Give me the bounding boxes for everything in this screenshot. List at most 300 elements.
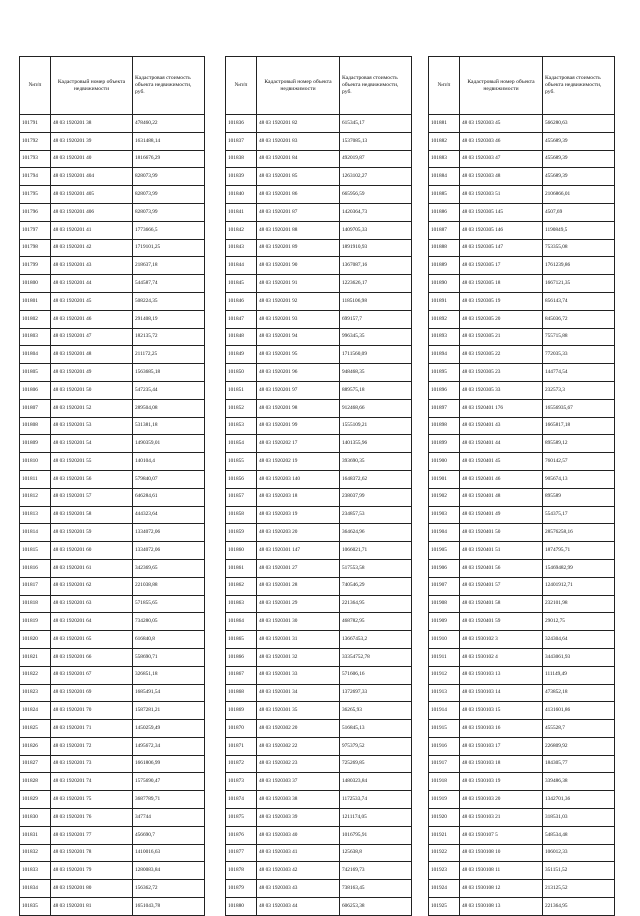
table-row xyxy=(20,773,205,791)
cadastral-number: 48 03 1920301 27 xyxy=(257,559,340,577)
cadastral-value: 473852,18 xyxy=(543,684,615,702)
cadastral-number: 48 03 1920401 56 xyxy=(460,559,543,577)
table-row xyxy=(429,755,615,773)
cadastral-value: 1280083,84 xyxy=(133,862,205,880)
cadastral-value: 2106866,01 xyxy=(543,186,615,204)
cadastral-number: 48 03 1920201 405 xyxy=(51,186,133,204)
cadastral-number: 48 03 1920303 38 xyxy=(257,791,340,809)
cadastral-number: 48 03 1920201 85 xyxy=(257,168,340,186)
row-number: 101922 xyxy=(429,844,460,862)
table-row xyxy=(20,381,205,399)
cadastral-value: 1334072,06 xyxy=(133,542,205,560)
cadastral-value: 1587281,21 xyxy=(133,702,205,720)
row-number: 101824 xyxy=(20,702,51,720)
table-row xyxy=(20,115,205,133)
cadastral-value: 213125,52 xyxy=(543,880,615,898)
cadastral-value: 16556935,67 xyxy=(543,399,615,417)
table-row xyxy=(429,595,615,613)
table-body xyxy=(226,115,412,916)
cadastral-value: 182135,72 xyxy=(133,328,205,346)
cadastral-number: 48 03 1920201 94 xyxy=(257,328,340,346)
table-row xyxy=(429,898,615,916)
cadastral-value: 856143,74 xyxy=(543,292,615,310)
cadastral-value: 1575690,47 xyxy=(133,773,205,791)
table-row xyxy=(20,702,205,720)
cadastral-number: 48 03 1920202 19 xyxy=(257,453,340,471)
cadastral-value: 1211174,05 xyxy=(340,809,412,827)
cadastral-number: 48 03 1920203 19 xyxy=(257,506,340,524)
cadastral-value: 455528,7 xyxy=(543,720,615,738)
cadastral-value: 1648372,62 xyxy=(340,470,412,488)
cadastral-value: 29012,75 xyxy=(543,613,615,631)
cadastral-value: 1661806,99 xyxy=(133,755,205,773)
table-row xyxy=(226,809,412,827)
table-row xyxy=(226,666,412,684)
cadastral-value: 339486,38 xyxy=(543,773,615,791)
table-row xyxy=(20,844,205,862)
row-number: 101806 xyxy=(20,381,51,399)
cadastral-number: 48 03 1920401 50 xyxy=(460,524,543,542)
row-number: 101828 xyxy=(20,773,51,791)
cadastral-number: 48 03 1920201 87 xyxy=(257,203,340,221)
cadastral-value: 734280,05 xyxy=(133,613,205,631)
cadastral-value: 889575,18 xyxy=(340,381,412,399)
table-row xyxy=(20,631,205,649)
table-row xyxy=(226,275,412,293)
cadastral-number: 48 03 1930108 10 xyxy=(460,844,543,862)
table-row xyxy=(226,453,412,471)
table-row xyxy=(20,595,205,613)
cadastral-value: 1190849,5 xyxy=(543,221,615,239)
table-row xyxy=(429,328,615,346)
row-number: 101908 xyxy=(429,595,460,613)
row-number: 101854 xyxy=(226,435,257,453)
cadastral-number: 48 03 1920203 18 xyxy=(257,488,340,506)
cadastral-value: 342369,65 xyxy=(133,559,205,577)
cadastral-number: 48 03 1920201 45 xyxy=(51,292,133,310)
row-number: 101880 xyxy=(226,898,257,916)
cadastral-value: 1420364,73 xyxy=(340,203,412,221)
row-number: 101863 xyxy=(226,595,257,613)
cadastral-value: 615345,17 xyxy=(340,115,412,133)
cadastral-value: 1066021,71 xyxy=(340,542,412,560)
header-value: Кадастровая стоимость объекта недвижимости, руб. xyxy=(340,57,412,115)
row-number: 101809 xyxy=(20,435,51,453)
table-row xyxy=(20,168,205,186)
cadastral-number: 48 03 1920303 39 xyxy=(257,809,340,827)
cadastral-value: 508224,35 xyxy=(133,292,205,310)
table-row xyxy=(429,809,615,827)
cadastral-value: 742169,73 xyxy=(340,862,412,880)
row-number: 101792 xyxy=(20,132,51,150)
row-number: 101822 xyxy=(20,666,51,684)
row-number: 101915 xyxy=(429,720,460,738)
table-row xyxy=(429,239,615,257)
table-row xyxy=(429,115,615,133)
table-row xyxy=(429,648,615,666)
cadastral-number: 48 03 1920305 22 xyxy=(460,346,543,364)
row-number: 101918 xyxy=(429,773,460,791)
cadastral-value: 125638,8 xyxy=(340,844,412,862)
table-row xyxy=(429,631,615,649)
cadastral-value: 455689,39 xyxy=(543,168,615,186)
cadastral-number: 48 03 1920305 33 xyxy=(460,381,543,399)
row-number: 101878 xyxy=(226,862,257,880)
cadastral-number: 48 03 1920201 98 xyxy=(257,399,340,417)
cadastral-value: 1480323,84 xyxy=(340,773,412,791)
row-number: 101844 xyxy=(226,257,257,275)
table-header-row xyxy=(429,57,615,115)
cadastral-number: 48 03 1920303 51 xyxy=(460,186,543,204)
cadastral-number: 48 03 1930103 17 xyxy=(460,737,543,755)
cadastral-number: 48 03 1920401 48 xyxy=(460,488,543,506)
row-number: 101847 xyxy=(226,310,257,328)
cadastral-value: 36265,93 xyxy=(340,702,412,720)
row-number: 101830 xyxy=(20,809,51,827)
table-row xyxy=(20,613,205,631)
table-row xyxy=(429,506,615,524)
table-row xyxy=(20,132,205,150)
table-row xyxy=(429,257,615,275)
cadastral-number: 48 03 1920401 58 xyxy=(460,595,543,613)
table-row xyxy=(226,862,412,880)
table-row xyxy=(226,310,412,328)
table-row xyxy=(226,364,412,382)
cadastral-value: 33354752,78 xyxy=(340,648,412,666)
cadastral-value: 828073,99 xyxy=(133,186,205,204)
cadastral-value: 4507,69 xyxy=(543,203,615,221)
row-number: 101910 xyxy=(429,631,460,649)
cadastral-number: 48 03 1920305 20 xyxy=(460,310,543,328)
table-row xyxy=(226,221,412,239)
cadastral-number: 48 03 1930103 14 xyxy=(460,684,543,702)
cadastral-number: 48 03 1920201 89 xyxy=(257,239,340,257)
row-number: 101840 xyxy=(226,186,257,204)
cadastral-number: 48 03 1920401 176 xyxy=(460,399,543,417)
row-number: 101901 xyxy=(429,470,460,488)
table-row xyxy=(226,577,412,595)
cadastral-value: 646284,61 xyxy=(133,488,205,506)
row-number: 101879 xyxy=(226,880,257,898)
row-number: 101811 xyxy=(20,470,51,488)
table-row xyxy=(429,168,615,186)
cadastral-number: 48 03 1920201 66 xyxy=(51,648,133,666)
cadastral-number: 48 03 1920201 75 xyxy=(51,791,133,809)
cadastral-number: 48 03 1920201 48 xyxy=(51,346,133,364)
table-row xyxy=(429,417,615,435)
table-row xyxy=(20,399,205,417)
cadastral-value: 579840,07 xyxy=(133,470,205,488)
row-number: 101905 xyxy=(429,542,460,560)
table-row xyxy=(20,791,205,809)
cadastral-number: 48 03 1930108 13 xyxy=(460,898,543,916)
table-row xyxy=(429,399,615,417)
cadastral-value: 106012,33 xyxy=(543,844,615,862)
row-number: 101808 xyxy=(20,417,51,435)
cadastral-number: 48 03 1920201 88 xyxy=(257,221,340,239)
cadastral-value: 238037,99 xyxy=(340,488,412,506)
cadastral-number: 48 03 1930103 16 xyxy=(460,720,543,738)
table-row xyxy=(20,150,205,168)
table-body xyxy=(20,115,205,916)
table-row xyxy=(20,684,205,702)
row-number: 101805 xyxy=(20,364,51,382)
cadastral-value: 1631488,14 xyxy=(133,132,205,150)
table-row xyxy=(226,435,412,453)
cadastral-number: 48 03 1920301 29 xyxy=(257,595,340,613)
cadastral-value: 1372697,33 xyxy=(340,684,412,702)
table-row xyxy=(429,559,615,577)
cadastral-value: 566280,63 xyxy=(543,115,615,133)
cadastral-value: 1816676,29 xyxy=(133,150,205,168)
cadastral-value: 1410016,63 xyxy=(133,844,205,862)
row-number: 101794 xyxy=(20,168,51,186)
row-number: 101894 xyxy=(429,346,460,364)
row-number: 101859 xyxy=(226,524,257,542)
cadastral-value: 1401355,96 xyxy=(340,435,412,453)
row-number: 101852 xyxy=(226,399,257,417)
cadastral-number: 48 03 1930103 15 xyxy=(460,702,543,720)
cadastral-number: 48 03 1920201 97 xyxy=(257,381,340,399)
table-row xyxy=(20,275,205,293)
cadastral-number: 48 03 1920303 45 xyxy=(460,115,543,133)
row-number: 101883 xyxy=(429,150,460,168)
cadastral-number: 48 03 1920201 43 xyxy=(51,257,133,275)
table-row xyxy=(20,755,205,773)
cadastral-number: 48 03 1920201 71 xyxy=(51,720,133,738)
table-row xyxy=(20,470,205,488)
cadastral-value: 1665817,18 xyxy=(543,417,615,435)
cadastral-value: 455689,39 xyxy=(543,132,615,150)
cadastral-number: 48 03 1920401 45 xyxy=(460,453,543,471)
cadastral-value: 845036,72 xyxy=(543,310,615,328)
row-number: 101912 xyxy=(429,666,460,684)
cadastral-value: 755715,88 xyxy=(543,328,615,346)
table-body xyxy=(429,115,615,916)
row-number: 101890 xyxy=(429,275,460,293)
cadastral-value: 571606,16 xyxy=(340,666,412,684)
cadastral-number: 48 03 1920301 35 xyxy=(257,702,340,720)
row-number: 101850 xyxy=(226,364,257,382)
cadastral-number: 48 03 1920201 53 xyxy=(51,417,133,435)
cadastral-number: 48 03 1920303 48 xyxy=(460,168,543,186)
cadastral-value: 1185106,98 xyxy=(340,292,412,310)
table-row xyxy=(226,648,412,666)
row-number: 101876 xyxy=(226,826,257,844)
table-row xyxy=(226,328,412,346)
table-row xyxy=(429,773,615,791)
row-number: 101849 xyxy=(226,346,257,364)
row-number: 101812 xyxy=(20,488,51,506)
cadastral-number: 48 03 1920201 61 xyxy=(51,559,133,577)
cadastral-value: 13667453,2 xyxy=(340,631,412,649)
cadastral-value: 318531,03 xyxy=(543,809,615,827)
row-number: 101813 xyxy=(20,506,51,524)
cadastral-number: 48 03 1920303 41 xyxy=(257,844,340,862)
table-row xyxy=(226,720,412,738)
table-row xyxy=(20,292,205,310)
cadastral-number: 48 03 1920201 62 xyxy=(51,577,133,595)
cadastral-number: 48 03 1920401 43 xyxy=(460,417,543,435)
cadastral-number: 48 03 1930103 18 xyxy=(460,755,543,773)
row-number: 101921 xyxy=(429,826,460,844)
table-header-row xyxy=(226,57,412,115)
table-row xyxy=(20,542,205,560)
row-number: 101796 xyxy=(20,203,51,221)
cadastral-number: 48 03 1920201 54 xyxy=(51,435,133,453)
table-row xyxy=(20,488,205,506)
cadastral-value: 111149,49 xyxy=(543,666,615,684)
cadastral-value: 1563685,18 xyxy=(133,364,205,382)
row-number: 101803 xyxy=(20,328,51,346)
cadastral-number: 48 03 1920303 37 xyxy=(257,773,340,791)
cadastral-value: 232573,3 xyxy=(543,381,615,399)
row-number: 101829 xyxy=(20,791,51,809)
cadastral-number: 48 03 1920201 41 xyxy=(51,221,133,239)
cadastral-value: 606253,38 xyxy=(340,898,412,916)
row-number: 101874 xyxy=(226,791,257,809)
row-number: 101819 xyxy=(20,613,51,631)
cadastral-number: 48 03 1920202 17 xyxy=(257,435,340,453)
table-row xyxy=(226,684,412,702)
cadastral-value: 1450259,49 xyxy=(133,720,205,738)
cadastral-number: 48 03 1920201 39 xyxy=(51,132,133,150)
row-number: 101923 xyxy=(429,862,460,880)
cadastral-number: 48 03 1920201 49 xyxy=(51,364,133,382)
cadastral-number: 48 03 1920303 47 xyxy=(460,150,543,168)
table-row xyxy=(226,613,412,631)
table-row xyxy=(226,257,412,275)
table-row xyxy=(20,809,205,827)
table-row xyxy=(226,755,412,773)
row-number: 101867 xyxy=(226,666,257,684)
row-number: 101891 xyxy=(429,292,460,310)
table-row xyxy=(429,702,615,720)
row-number: 101898 xyxy=(429,417,460,435)
cadastral-value: 234857,53 xyxy=(340,506,412,524)
cadastral-value: 772035,33 xyxy=(543,346,615,364)
row-number: 101820 xyxy=(20,631,51,649)
cadastral-value: 828073,99 xyxy=(133,168,205,186)
table-row xyxy=(429,826,615,844)
table-row xyxy=(226,773,412,791)
cadastral-number: 48 03 1920201 50 xyxy=(51,381,133,399)
cadastral-number: 48 03 1920201 69 xyxy=(51,684,133,702)
table-row xyxy=(226,844,412,862)
table-row xyxy=(226,737,412,755)
row-number: 101810 xyxy=(20,453,51,471)
cadastral-value: 156362,72 xyxy=(133,880,205,898)
cadastral-value: 1495672,34 xyxy=(133,737,205,755)
table-row xyxy=(429,186,615,204)
table-row xyxy=(429,577,615,595)
cadastral-value: 516845,13 xyxy=(340,720,412,738)
cadastral-value: 15469482,99 xyxy=(543,559,615,577)
cadastral-value: 1334072,06 xyxy=(133,524,205,542)
row-number: 101907 xyxy=(429,577,460,595)
row-number: 101900 xyxy=(429,453,460,471)
row-number: 101814 xyxy=(20,524,51,542)
table-row xyxy=(226,826,412,844)
table-row xyxy=(429,292,615,310)
row-number: 101817 xyxy=(20,577,51,595)
cadastral-number: 48 03 1920305 21 xyxy=(460,328,543,346)
cadastral-value: 456690,7 xyxy=(133,826,205,844)
cadastral-value: 975379,52 xyxy=(340,737,412,755)
table-row xyxy=(226,470,412,488)
table-row xyxy=(429,381,615,399)
cadastral-number: 48 03 1920201 60 xyxy=(51,542,133,560)
cadastral-value: 1711560,09 xyxy=(340,346,412,364)
row-number: 101864 xyxy=(226,613,257,631)
row-number: 101798 xyxy=(20,239,51,257)
row-number: 101904 xyxy=(429,524,460,542)
cadastral-number: 48 03 1930103 20 xyxy=(460,791,543,809)
cadastral-table-2 xyxy=(225,56,412,916)
cadastral-number: 48 03 1920305 18 xyxy=(460,275,543,293)
cadastral-number: 48 03 1920201 44 xyxy=(51,275,133,293)
row-number: 101886 xyxy=(429,203,460,221)
row-number: 101835 xyxy=(20,898,51,916)
cadastral-value: 28576258,16 xyxy=(543,524,615,542)
cadastral-value: 289504,08 xyxy=(133,399,205,417)
table-row xyxy=(20,435,205,453)
row-number: 101841 xyxy=(226,203,257,221)
row-number: 101837 xyxy=(226,132,257,150)
cadastral-number: 48 03 1930102 4 xyxy=(460,648,543,666)
row-number: 101823 xyxy=(20,684,51,702)
row-number: 101839 xyxy=(226,168,257,186)
table-row xyxy=(226,595,412,613)
table-row xyxy=(429,791,615,809)
cadastral-value: 760142,57 xyxy=(543,453,615,471)
cadastral-value: 912468,66 xyxy=(340,399,412,417)
cadastral-value: 571855,65 xyxy=(133,595,205,613)
cadastral-value: 558690,71 xyxy=(133,648,205,666)
row-number: 101885 xyxy=(429,186,460,204)
row-number: 101799 xyxy=(20,257,51,275)
cadastral-value: 1409705,33 xyxy=(340,221,412,239)
cadastral-value: 1891910,93 xyxy=(340,239,412,257)
cadastral-number: 48 03 1920201 57 xyxy=(51,488,133,506)
row-number: 101917 xyxy=(429,755,460,773)
table-row xyxy=(20,346,205,364)
cadastral-value: 905674,13 xyxy=(543,470,615,488)
table-row xyxy=(429,470,615,488)
row-number: 101888 xyxy=(429,239,460,257)
row-number: 101826 xyxy=(20,737,51,755)
table-row xyxy=(429,737,615,755)
table-row xyxy=(20,257,205,275)
table-row xyxy=(226,168,412,186)
row-number: 101797 xyxy=(20,221,51,239)
cadastral-number: 48 03 1920201 83 xyxy=(257,132,340,150)
table-row xyxy=(20,221,205,239)
cadastral-number: 48 03 1920201 79 xyxy=(51,862,133,880)
cadastral-number: 48 03 1920201 74 xyxy=(51,773,133,791)
cadastral-value: 948468,35 xyxy=(340,364,412,382)
row-number: 101848 xyxy=(226,328,257,346)
row-number: 101882 xyxy=(429,132,460,150)
cadastral-value: 364624,96 xyxy=(340,524,412,542)
table-row xyxy=(20,880,205,898)
cadastral-value: 725269,85 xyxy=(340,755,412,773)
table-row xyxy=(226,239,412,257)
cadastral-value: 1685491,54 xyxy=(133,684,205,702)
table-row xyxy=(20,203,205,221)
cadastral-number: 48 03 1920401 49 xyxy=(460,506,543,524)
row-number: 101818 xyxy=(20,595,51,613)
